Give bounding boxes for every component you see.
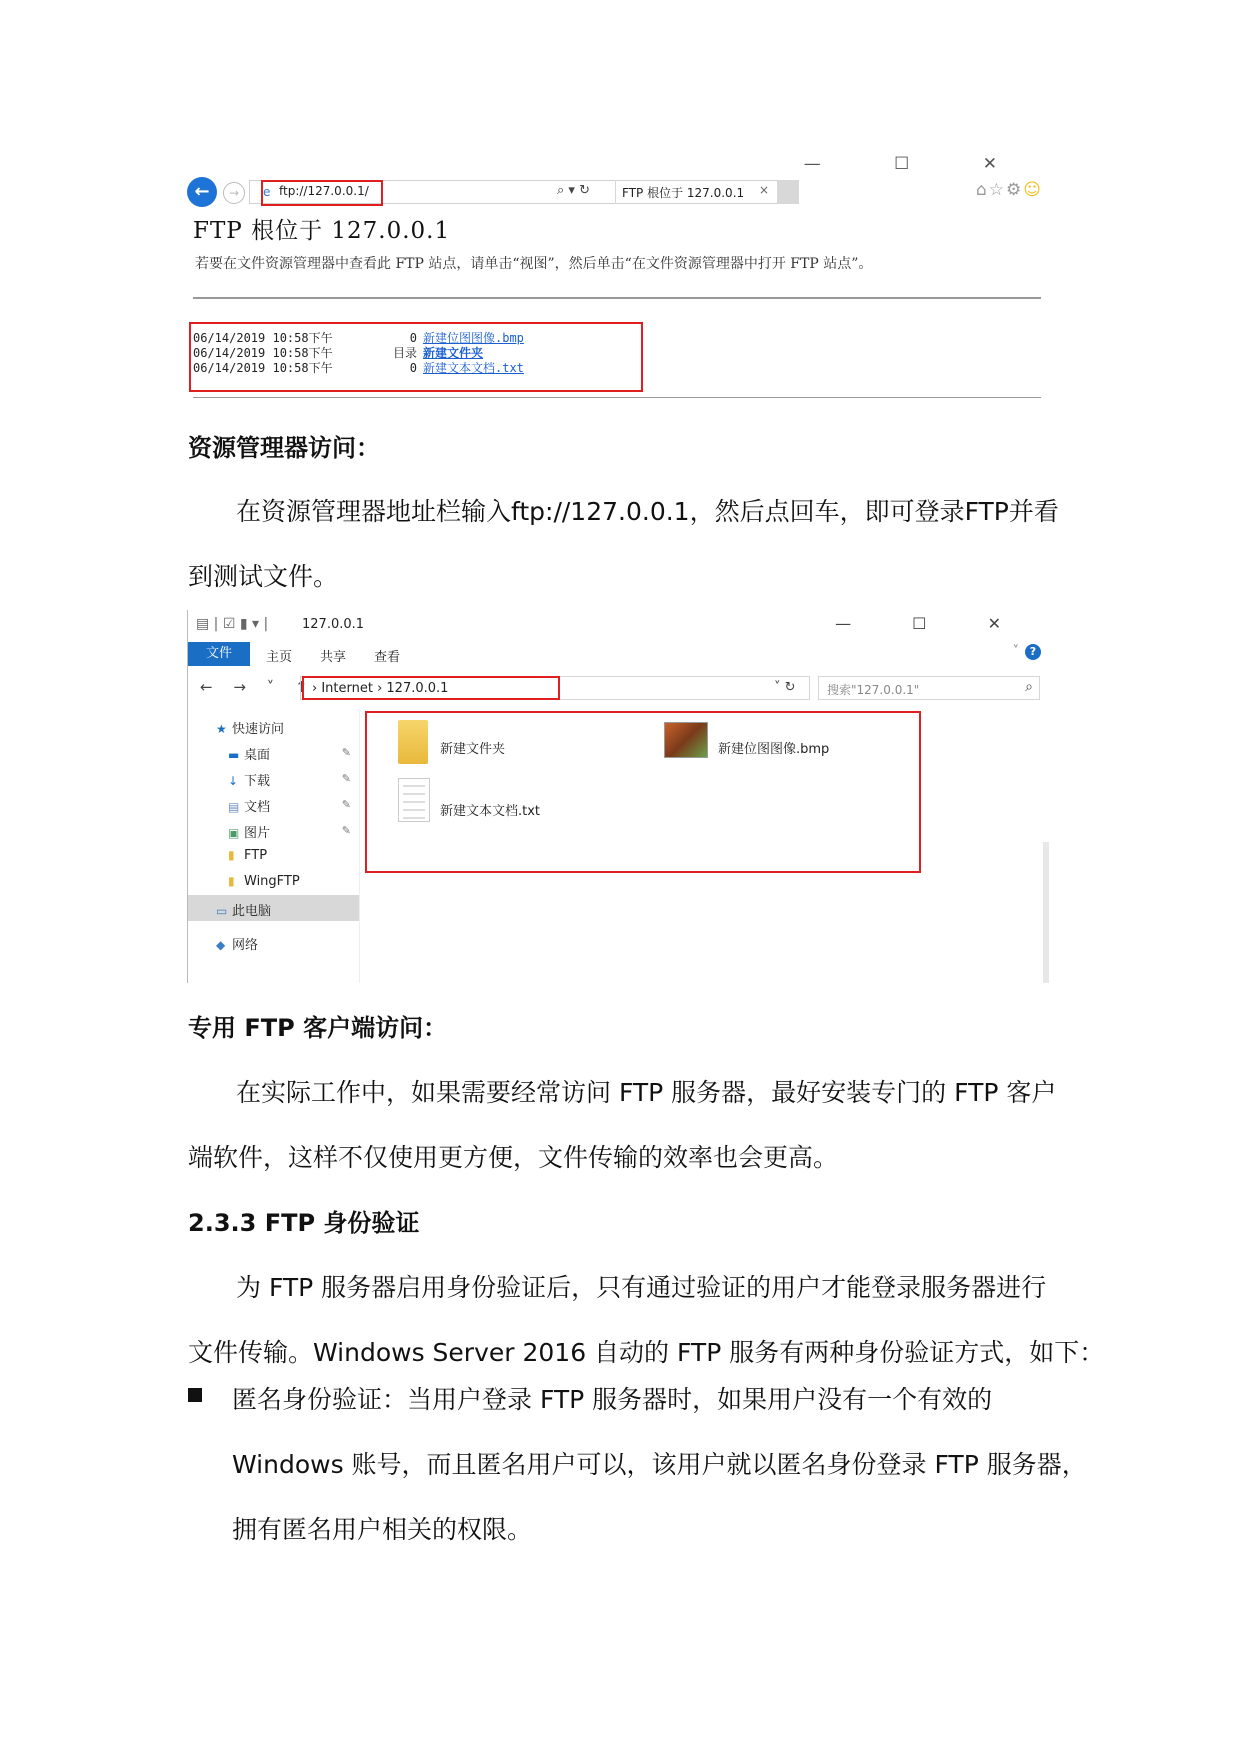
quick-access-toolbar-icons[interactable]: ▤ | ☑ ▮ ▾ | [196, 616, 269, 632]
tab-home[interactable]: 主页 [266, 650, 293, 665]
bullet-line1: 匿名身份验证：当用户登录 FTP 服务器时，如果用户没有一个有效的 [232, 1385, 993, 1414]
explorer-screenshot [187, 610, 1049, 983]
sidebar-item-quick-access[interactable] [216, 718, 284, 737]
search-input[interactable] [818, 676, 1040, 700]
tab-title: FTP 根位于 127.0.0.1 [622, 186, 745, 200]
files-highlight-box [365, 711, 921, 873]
tab-close-icon[interactable]: × [758, 183, 769, 197]
navigation-pane [188, 710, 360, 983]
explorer-titlebar [188, 610, 1049, 640]
row-size: 0 [409, 331, 417, 345]
folder-icon: ▮ [228, 874, 235, 888]
explorer-heading: 资源管理器访问： [188, 434, 380, 462]
ie-screenshot [187, 150, 1049, 402]
auth-paragraph-line2: 文件传输。Windows Server 2016 自动的 FTP 服务有两种身份验证方式，如下： [188, 1338, 1105, 1367]
sidebar-label: 图片 [244, 826, 271, 841]
sidebar-item-wingftp[interactable] [228, 874, 300, 889]
new-tab-button[interactable] [777, 180, 799, 204]
explorer-paragraph-line1: 在资源管理器地址栏输入ftp://127.0.0.1，然后点回车，即可登录FTP并看 [236, 497, 1059, 526]
sidebar-item-pictures[interactable] [228, 822, 270, 841]
file-link[interactable]: 新建文本文档.txt [423, 361, 524, 375]
ftp-root-heading: FTP 根位于 127.0.0.1 [193, 218, 451, 244]
explorer-window-controls[interactable]: — ☐ ✕ [835, 614, 1029, 633]
tab-view[interactable]: 查看 [374, 650, 401, 665]
ribbon-expand-icon[interactable]: ˅ ? [1013, 644, 1042, 660]
ie-window-controls[interactable]: — ☐ ✕ [803, 154, 1031, 174]
pin-icon[interactable]: ✎ [341, 772, 351, 785]
selected-nav-highlight [188, 895, 359, 921]
network-icon: ◆ [216, 938, 226, 952]
row-datetime: 06/14/2019 10:58下午 [193, 346, 333, 360]
text-file-icon[interactable] [398, 778, 430, 822]
search-refresh-icon[interactable]: ⌕ ▾ ↻ [557, 183, 590, 198]
sidebar-item-downloads[interactable] [228, 770, 270, 789]
file-item-txt[interactable]: 新建文本文档.txt [440, 804, 541, 819]
address-text[interactable]: ftp://127.0.0.1/ [279, 184, 369, 198]
forward-arrow-icon[interactable]: → [223, 182, 245, 204]
sidebar-item-ftp[interactable] [228, 848, 267, 863]
window-title: 127.0.0.1 [302, 617, 365, 632]
file-item-bmp[interactable]: 新建位图图像.bmp [718, 742, 830, 757]
ie-page-icon: e [263, 185, 271, 199]
nav-arrows-icons[interactable]: ← → ˅ ↑ [200, 678, 316, 696]
tab-file[interactable]: 文件 [188, 642, 250, 666]
explorer-paragraph-line2: 到测试文件。 [188, 562, 339, 591]
sidebar-label: 文档 [244, 800, 271, 815]
settings-gear-icon[interactable]: ⚙ [1006, 180, 1024, 200]
client-paragraph-line1: 在实际工作中，如果需要经常访问 FTP 服务器，最好安装专门的 FTP 客户 [236, 1078, 1057, 1107]
pin-icon[interactable]: ✎ [341, 824, 351, 837]
sidebar-label: WingFTP [244, 874, 300, 889]
row-size: 0 [409, 361, 417, 375]
back-arrow-icon[interactable]: ← [187, 177, 217, 207]
search-icon[interactable]: ⌕ [1025, 679, 1033, 695]
bullet-line2: Windows 账号，而且匿名用户可以，该用户就以匿名身份登录 FTP 服务器， [232, 1450, 1087, 1479]
browser-tab[interactable] [615, 180, 775, 204]
ftp-description: 若要在文件资源管理器中查看此 FTP 站点，请单击“视图”，然后单击“在文件资源管理器中打开 FTP 站点”。 [195, 256, 873, 272]
row-datetime: 06/14/2019 10:58下午 [193, 361, 333, 375]
download-icon: ↓ [228, 774, 239, 788]
file-item-folder[interactable]: 新建文件夹 [440, 742, 506, 757]
listing-row [193, 359, 524, 376]
sidebar-label: 桌面 [244, 748, 271, 763]
file-link[interactable]: 新建位图图像.bmp [423, 331, 524, 345]
desktop-icon: ▬ [228, 748, 240, 762]
divider [193, 297, 1041, 299]
sidebar-label: 快速访问 [232, 722, 285, 737]
row-size: 目录 [392, 346, 417, 360]
sidebar-item-network[interactable] [216, 934, 258, 953]
pin-icon[interactable]: ✎ [341, 798, 351, 811]
picture-icon: ▣ [228, 826, 240, 840]
home-icon[interactable]: ⌂ [975, 180, 989, 200]
divider [193, 397, 1041, 398]
path-dropdown-refresh-icon[interactable]: ˅ ↻ [774, 680, 796, 695]
folder-link[interactable]: 新建文件夹 [423, 346, 484, 360]
bullet-square-icon [188, 1388, 202, 1402]
address-highlight-box [261, 180, 383, 206]
search-placeholder: 搜索"127.0.0.1" [827, 683, 920, 697]
navigation-bar [188, 674, 1049, 702]
toolbar-icons[interactable] [976, 180, 1043, 200]
scrollbar[interactable] [1043, 842, 1049, 983]
bitmap-icon[interactable] [664, 722, 708, 758]
folder-icon: ▮ [228, 848, 235, 862]
sidebar-label: 下载 [244, 774, 271, 789]
sidebar-item-documents[interactable] [228, 796, 270, 815]
pin-icon[interactable]: ✎ [341, 746, 351, 759]
path-text[interactable]: › Internet › 127.0.0.1 [312, 681, 449, 696]
client-heading: 专用 FTP 客户端访问： [188, 1014, 448, 1042]
bullet-line3: 拥有匿名用户相关的权限。 [232, 1515, 533, 1544]
folder-icon[interactable] [398, 720, 428, 764]
star-icon: ★ [216, 722, 227, 736]
tab-share[interactable]: 共享 [320, 650, 347, 665]
computer-icon: ▭ [216, 904, 228, 918]
sidebar-label: 此电脑 [232, 904, 272, 919]
section-heading: 2.3.3 FTP 身份验证 [188, 1209, 420, 1237]
sidebar-label: 网络 [232, 938, 259, 953]
sidebar-item-desktop[interactable] [228, 744, 270, 763]
ribbon [188, 642, 1049, 666]
document-icon: ▤ [228, 800, 240, 814]
client-paragraph-line2: 端软件，这样不仅使用更方便，文件传输的效率也会更高。 [188, 1143, 839, 1172]
sidebar-item-this-pc[interactable] [216, 900, 271, 919]
sidebar-label: FTP [244, 848, 268, 863]
feedback-smiley-icon[interactable]: ☺ [1023, 180, 1043, 200]
row-datetime: 06/14/2019 10:58下午 [193, 331, 333, 345]
auth-paragraph-line1: 为 FTP 服务器启用身份验证后，只有通过验证的用户才能登录服务器进行 [236, 1273, 1047, 1302]
favorites-star-icon[interactable]: ☆ [988, 180, 1007, 200]
help-icon[interactable]: ? [1025, 644, 1041, 660]
